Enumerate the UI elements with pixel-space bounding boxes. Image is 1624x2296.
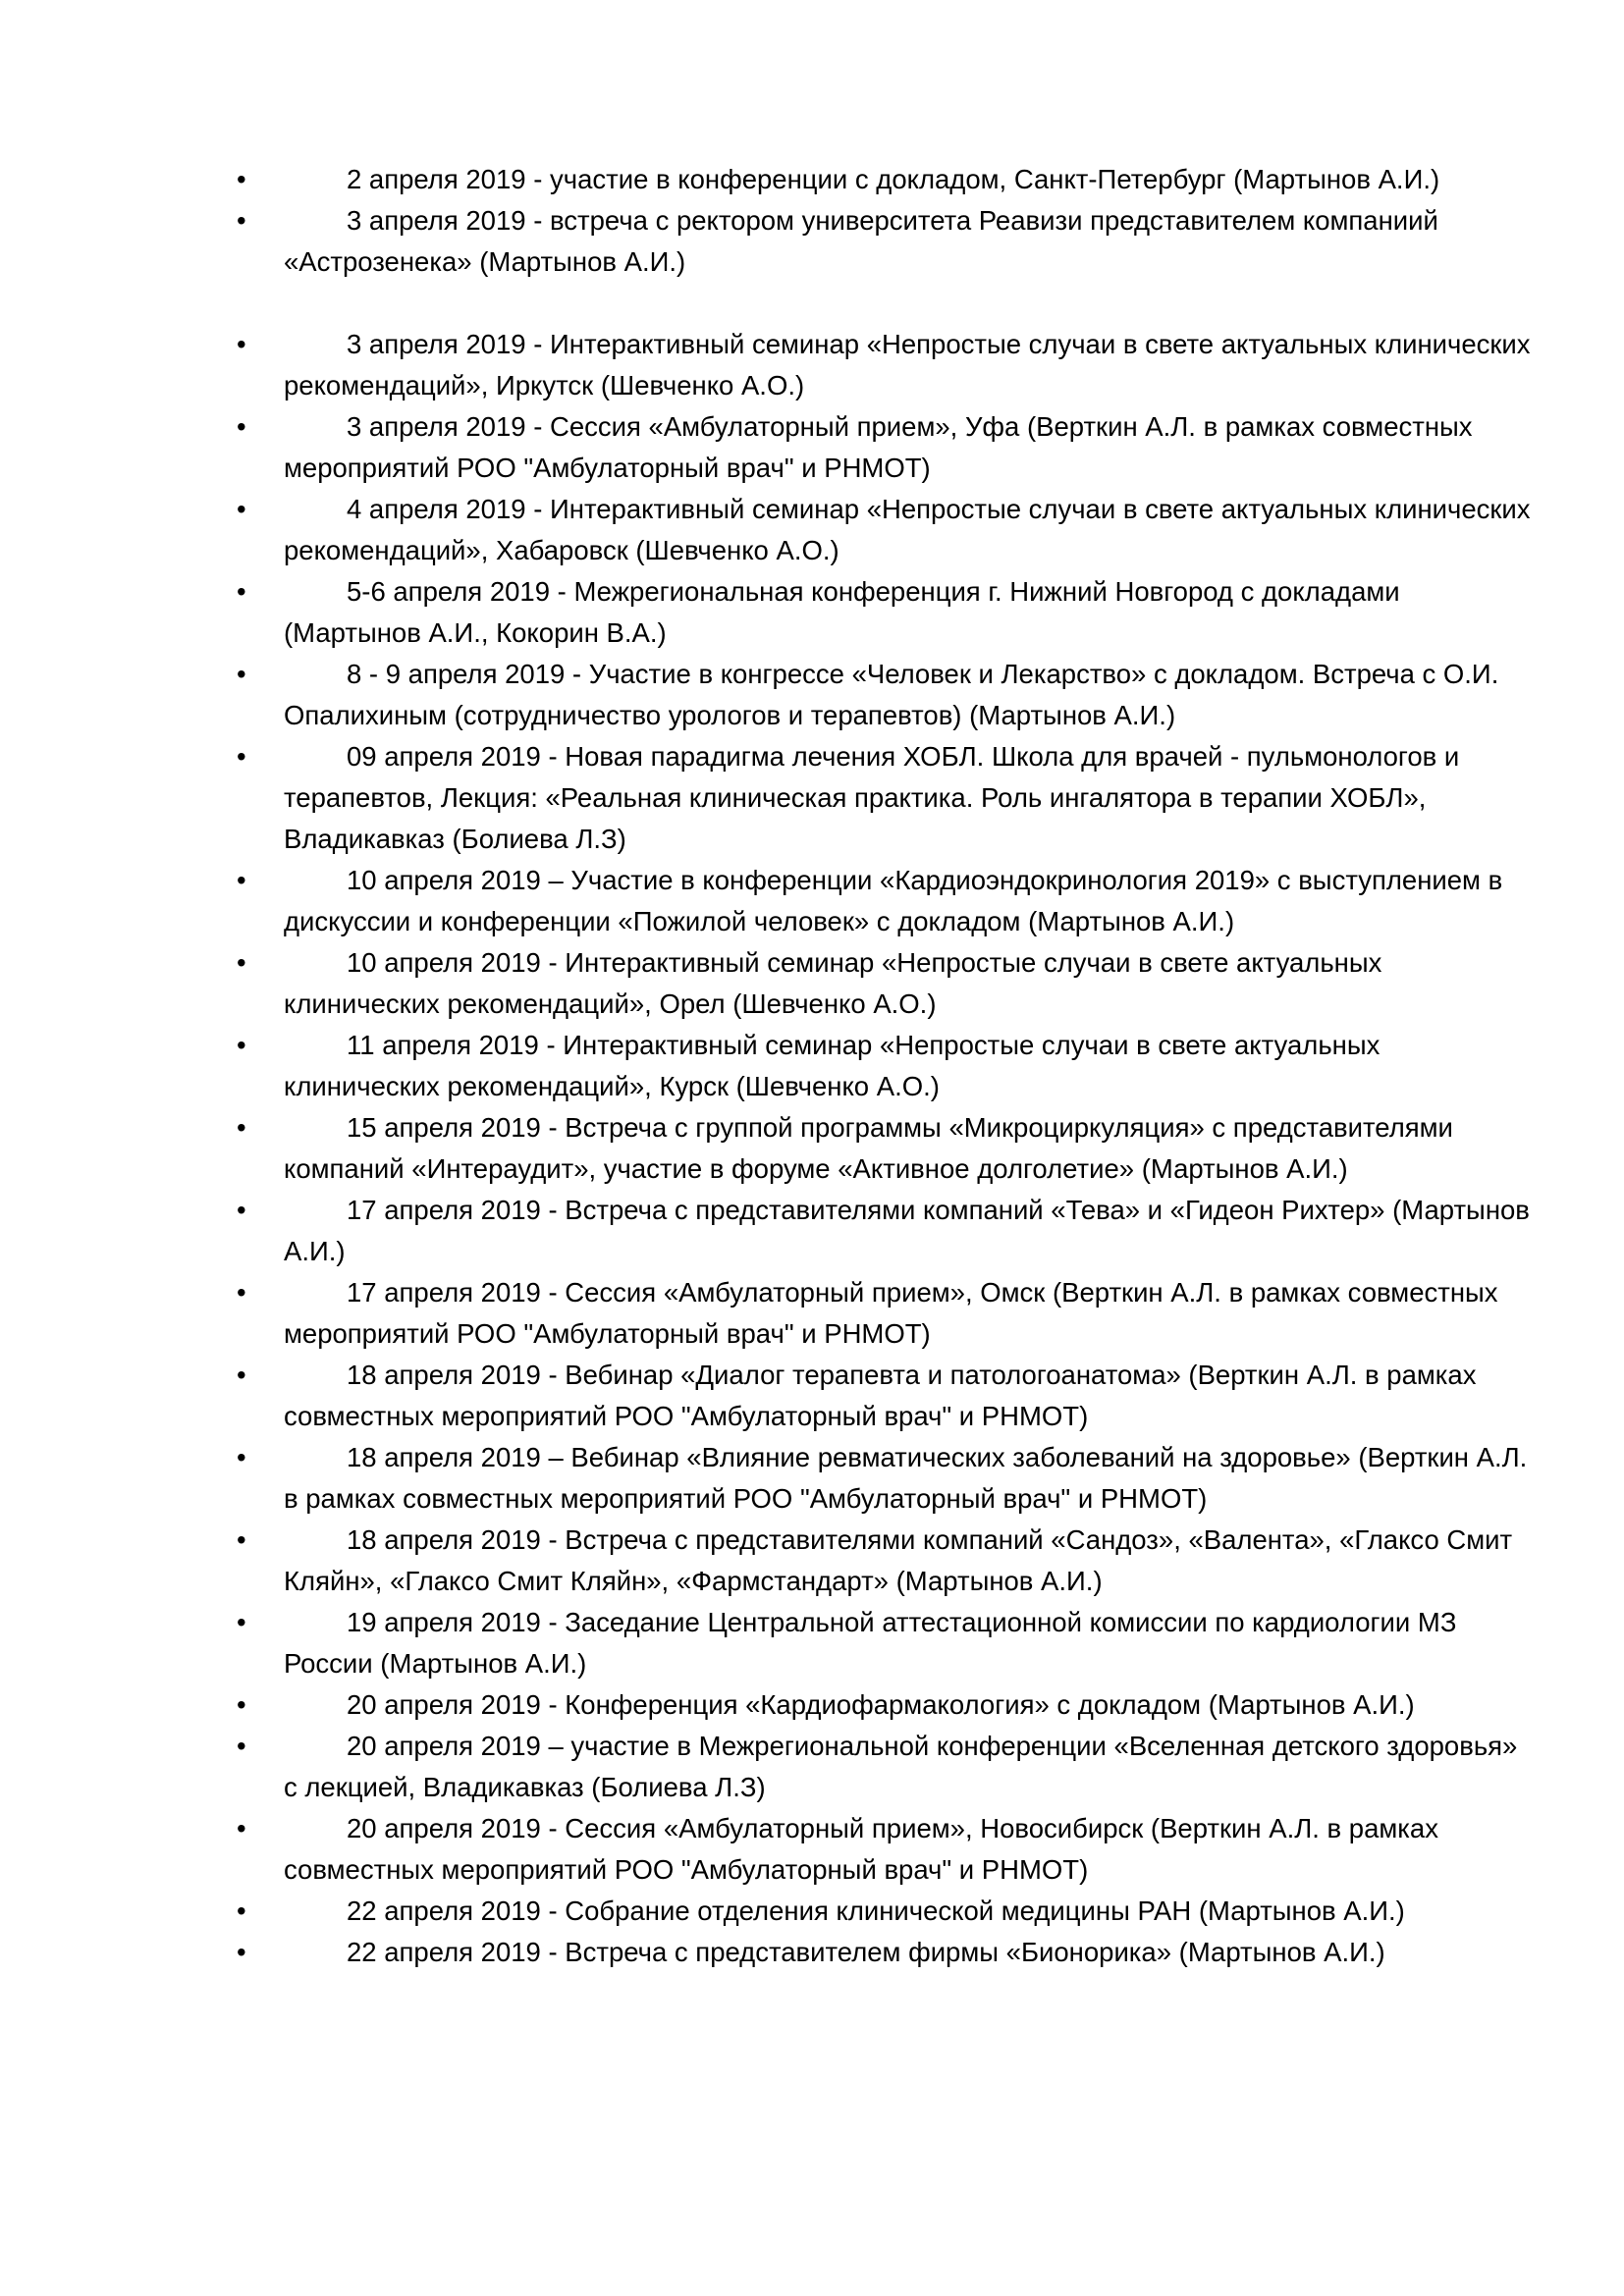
bullet-icon: •	[237, 576, 246, 607]
event-text: 5-6 апреля 2019 - Межрегиональная конференция г. Нижний Новгород с докладами (Мартынов А.И., Кокорин В.А.)	[284, 576, 1400, 648]
event-text: 09 апреля 2019 - Новая парадигма лечения ХОБЛ. Школа для врачей - пульмонологов и терапевтов, Лекция: «Реальная клиническая практика. Роль ингалятора в терапии ХОБЛ», Владикавказ (Болиева Л.З)	[284, 741, 1460, 854]
event-text: 17 апреля 2019 - Сессия «Амбулаторный прием», Омск (Верткин А.Л. в рамках совместных мероприятий РОО "Амбулаторный врач" и РНМОТ)	[284, 1277, 1498, 1349]
list-item	[0, 406, 1536, 489]
bullet-icon: •	[237, 1442, 246, 1472]
event-text: 8 - 9 апреля 2019 - Участие в конгрессе «Человек и Лекарство» с докладом. Встреча с О.И. Опалихиным (сотрудничество урологов и терапевтов) (Мартынов А.И.)	[284, 659, 1499, 730]
list-item	[0, 942, 1536, 1025]
list-item	[0, 1437, 1536, 1520]
bullet-icon: •	[237, 205, 246, 236]
list-item	[0, 159, 1536, 200]
bullet-icon: •	[237, 947, 246, 978]
list-item	[0, 324, 1536, 406]
bullet-icon: •	[237, 1937, 246, 1967]
bullet-icon: •	[237, 329, 246, 359]
bullet-icon: •	[237, 1030, 246, 1060]
event-text: 3 апреля 2019 - встреча с ректором университета Реавизи представителем компаниий «Астрозенека» (Мартынов А.И.)	[284, 205, 1438, 277]
event-text: 4 апреля 2019 - Интерактивный семинар «Непростые случаи в свете актуальных клинических рекомендаций», Хабаровск (Шевченко А.О.)	[284, 494, 1531, 565]
event-text: 22 апреля 2019 - Встреча с представителем фирмы «Бионорика» (Мартынов А.И.)	[347, 1937, 1385, 1967]
list-item	[0, 1726, 1536, 1808]
event-text: 10 апреля 2019 - Интерактивный семинар «Непростые случаи в свете актуальных клинических рекомендаций», Орел (Шевченко А.О.)	[284, 947, 1382, 1019]
bullet-icon: •	[237, 1896, 246, 1926]
list-item	[0, 1684, 1536, 1726]
event-list	[0, 159, 1624, 1973]
event-text: 20 апреля 2019 – участие в Межрегиональной конференции «Вселенная детского здоровья» с лекцией, Владикавказ (Болиева Л.З)	[284, 1731, 1518, 1802]
bullet-icon: •	[237, 494, 246, 524]
event-text: 15 апреля 2019 - Встреча с группой программы «Микроциркуляция» с представителями компаний «Интераудит», участие в форуме «Активное долголетие» (Мартынов А.И.)	[284, 1112, 1453, 1184]
bullet-icon: •	[237, 1360, 246, 1390]
list-item	[0, 1808, 1536, 1891]
bullet-icon: •	[237, 741, 246, 772]
bullet-icon: •	[237, 1277, 246, 1308]
bullet-icon: •	[237, 411, 246, 442]
event-text: 3 апреля 2019 - Сессия «Амбулаторный прием», Уфа (Верткин А.Л. в рамках совместных мероприятий РОО "Амбулаторный врач" и РНМОТ)	[284, 411, 1473, 483]
bullet-icon: •	[237, 1689, 246, 1720]
event-text: 19 апреля 2019 - Заседание Центральной аттестационной комиссии по кардиологии МЗ России (Мартынов А.И.)	[284, 1607, 1457, 1679]
list-item	[0, 1190, 1536, 1272]
list-item	[0, 1272, 1536, 1355]
event-text: 11 апреля 2019 - Интерактивный семинар «Непростые случаи в свете актуальных клинических рекомендаций», Курск (Шевченко А.О.)	[284, 1030, 1380, 1101]
event-text: 18 апреля 2019 – Вебинар «Влияние ревматических заболеваний на здоровье» (Верткин А.Л. в рамках совместных мероприятий РОО "Амбулаторный врач" и РНМОТ)	[284, 1442, 1528, 1514]
bullet-icon: •	[237, 1813, 246, 1843]
event-text: 22 апреля 2019 - Собрание отделения клинической медицины РАН (Мартынов А.И.)	[347, 1896, 1405, 1926]
list-item	[0, 1520, 1536, 1602]
list-item	[0, 571, 1536, 654]
list-item	[0, 654, 1536, 736]
bullet-icon: •	[237, 1112, 246, 1143]
list-item	[0, 1025, 1536, 1107]
list-item	[0, 1355, 1536, 1437]
list-item	[0, 200, 1536, 283]
event-text: 18 апреля 2019 - Встреча с представителями компаний «Сандоз», «Валента», «Глаксо Смит Кляйн», «Глаксо Смит Кляйн», «Фармстандарт» (Мартынов А.И.)	[284, 1524, 1513, 1596]
bullet-icon: •	[237, 1607, 246, 1637]
event-text: 10 апреля 2019 – Участие в конференции «Кардиоэндокринология 2019» с выступлением в дискуссии и конференции «Пожилой человек» с докладом (Мартынов А.И.)	[284, 865, 1503, 936]
list-item	[0, 489, 1536, 571]
bullet-icon: •	[237, 1524, 246, 1555]
list-item	[0, 1891, 1536, 1932]
bullet-icon: •	[237, 164, 246, 194]
list-item	[0, 1602, 1536, 1684]
event-text: 3 апреля 2019 - Интерактивный семинар «Непростые случаи в свете актуальных клинических рекомендаций», Иркутск (Шевченко А.О.)	[284, 329, 1531, 400]
list-item	[0, 1107, 1536, 1190]
list-item	[0, 1932, 1536, 1973]
event-text: 17 апреля 2019 - Встреча с представителями компаний «Тева» и «Гидеон Рихтер» (Мартынов А.И.)	[284, 1195, 1530, 1266]
event-text: 18 апреля 2019 - Вебинар «Диалог терапевта и патологоанатома» (Верткин А.Л. в рамках совместных мероприятий РОО "Амбулаторный врач" и РНМОТ)	[284, 1360, 1477, 1431]
bullet-icon: •	[237, 865, 246, 895]
list-item	[0, 736, 1536, 860]
bullet-icon: •	[237, 1731, 246, 1761]
bullet-icon: •	[237, 1195, 246, 1225]
bullet-icon: •	[237, 659, 246, 689]
event-text: 20 апреля 2019 - Конференция «Кардиофармакология» с докладом (Мартынов А.И.)	[347, 1689, 1415, 1720]
list-item	[0, 860, 1536, 942]
event-text: 2 апреля 2019 - участие в конференции с докладом, Санкт-Петербург (Мартынов А.И.)	[347, 164, 1440, 194]
event-text: 20 апреля 2019 - Сессия «Амбулаторный прием», Новосибирск (Верткин А.Л. в рамках совместных мероприятий РОО "Амбулаторный врач" и РНМОТ)	[284, 1813, 1438, 1885]
